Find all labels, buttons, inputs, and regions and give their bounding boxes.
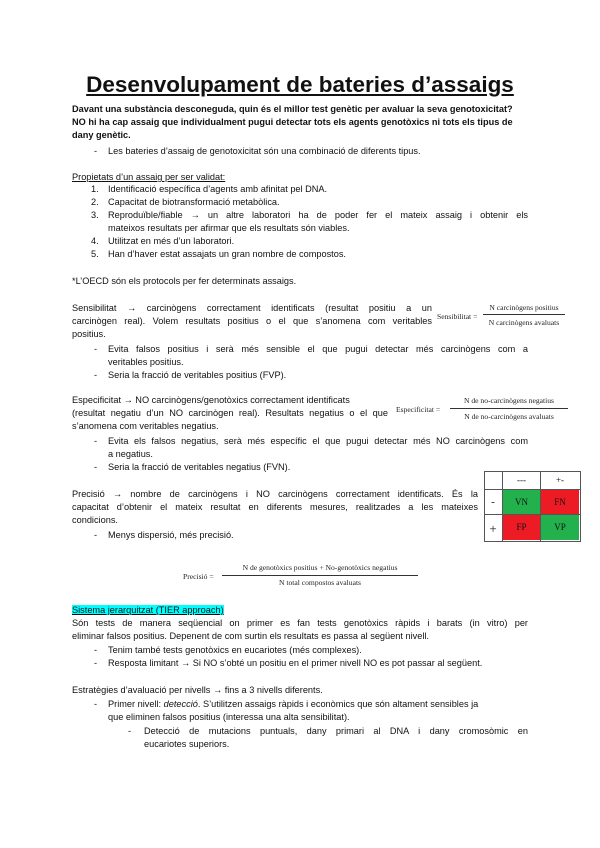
precision-line3: condicions. <box>72 515 118 525</box>
strategies-sub-bullet: Detecció de mutacions puntuals, dany primari al DNA i dany cromosòmic en <box>144 726 528 736</box>
matrix-cell-fp: FP <box>503 515 540 540</box>
page-title: Desenvolupament de bateries d’assaigs <box>86 72 514 97</box>
fraction-line <box>222 575 418 576</box>
bullet-dash: - <box>128 726 132 736</box>
sensitivity-formula-denominator: N carcinògens avaluats <box>488 318 560 327</box>
strategies-rest: . S’utilitzen assaigs ràpids i econòmics que són altament sensibles ja <box>197 699 479 709</box>
specificity-line3: s’anomena com veritables negatius. <box>72 421 219 431</box>
tier-bullet2: Resposta limitant → Si NO s’obté un positiu en el primer nivell NO es pot passar al següent. <box>108 658 483 668</box>
strategies-heading: Estratègies d’avaluació per nivells → fins a 3 nivells diferents. <box>72 685 323 695</box>
property-item: Han d’haver estat assajats un gran nombre de compostos. <box>108 249 346 259</box>
property-item: Reproduïble/fiable → un altre laboratori ha de poder fer el mateix assaig i obtenir els <box>108 210 528 220</box>
sensitivity-line3: positius. <box>72 329 106 339</box>
sensitivity-bullet1-continuation: veritables positius. <box>108 357 184 367</box>
strategies-bullet1 <box>108 698 478 710</box>
tier-heading-text: Sistema jerarquitzat (TIER approach) <box>72 605 224 615</box>
property-item-continuation: mateixos resultats per afirmar que els resultats són viables. <box>108 223 350 233</box>
bullet-dash: - <box>94 370 98 380</box>
precision-formula-denominator: N total compostos avaluats <box>278 578 362 587</box>
matrix-col-positive: +- <box>555 475 565 485</box>
property-number: 1. <box>91 184 99 194</box>
sensitivity-formula-label: Sensibilitat = <box>437 312 478 321</box>
intro-question: Davant una substància desconeguda, quin és el millor test genètic per avaluar la seva genotoxicitat? <box>72 104 513 114</box>
sensitivity-line2: carcinògen real). Volem resultats positius o el que s’anomena com veritables <box>72 316 432 326</box>
property-number: 5. <box>91 249 99 259</box>
specificity-bullet1-continuation: a negatius. <box>108 449 153 459</box>
specificity-formula-numerator: N de no-carcinògens negatius <box>463 396 555 405</box>
sensitivity-formula-numerator: N carcinògens positius <box>489 303 559 312</box>
bullet-dash: - <box>94 699 98 709</box>
matrix-cell-vn: VN <box>503 490 540 514</box>
matrix-cell-fn: FN <box>541 490 579 514</box>
precision-line2: capacitat d’obtenir el mateix resultat en diferents mesures, realitzades a les mateixes <box>72 502 478 512</box>
property-item: Identificació específica d’agents amb afinitat pel DNA. <box>108 184 328 194</box>
fraction-line <box>483 314 565 315</box>
confusion-matrix <box>484 471 580 541</box>
specificity-bullet2: Seria la fracció de veritables negatius (FVN). <box>108 462 291 472</box>
fraction-line <box>450 408 568 409</box>
strategies-emphasis: detecció <box>163 699 198 709</box>
precision-bullet1: Menys dispersió, més precisió. <box>108 530 234 540</box>
specificity-line1: Especificitat → NO carcinògens/genotòxics correctament identificats <box>72 395 350 405</box>
sensitivity-bullet1: Evita falsos positius i serà més sensible el que pugui detectar més carcinògens com a <box>108 344 528 354</box>
bullet-dash: - <box>94 658 98 668</box>
intro-bullet: Les bateries d’assaig de genotoxicitat són una combinació de diferents tipus. <box>108 146 421 156</box>
matrix-row-negative: - <box>491 496 495 508</box>
tier-line1: Són tests de manera seqüencial on primer es fan tests genotòxics ràpids i barats (in vitro) per <box>72 618 528 628</box>
property-item: Utilitzat en més d’un laboratori. <box>108 236 235 246</box>
bullet-dash: - <box>94 645 98 655</box>
matrix-col-negative: --- <box>517 475 526 485</box>
tier-heading <box>72 604 224 616</box>
strategies-bullet1-continuation: que eliminen falsos positius (interessa una alta sensibilitat). <box>108 712 350 722</box>
intro-answer-line1: NO hi ha cap assaig que individualment pugui detectar tots els agents genotòxics ni tots els tipus de <box>72 117 513 127</box>
bullet-dash: - <box>94 436 98 446</box>
properties-heading: Propietats d’un assaig per ser validat: <box>72 172 226 182</box>
bullet-dash: - <box>94 344 98 354</box>
property-number: 4. <box>91 236 99 246</box>
sensitivity-bullet2: Seria la fracció de veritables positius (FVP). <box>108 370 287 380</box>
bullet-dash: - <box>94 146 98 156</box>
bullet-dash: - <box>94 462 98 472</box>
specificity-formula-label: Especificitat = <box>396 405 441 414</box>
specificity-bullet1: Evita els falsos negatius, serà més específic el que pugui detectar més NO carcinògens com <box>108 436 528 446</box>
specificity-line2: (resultat negatiu d’un NO carcinògen real). Resultats negatius o el que <box>72 408 388 418</box>
bullet-dash: - <box>94 530 98 540</box>
precision-formula-label: Precisió = <box>183 572 214 581</box>
property-number: 2. <box>91 197 99 207</box>
tier-bullet1: Tenim també tests genotòxics en eucariotes (més complexes). <box>108 645 362 655</box>
specificity-formula-denominator: N de no-carcinògens avaluats <box>464 412 554 421</box>
tier-line2: eliminar falsos positius. Depenent de com surtin els resultats es passa al següent nivell. <box>72 631 429 641</box>
intro-answer-line2: dany genètic. <box>72 130 131 140</box>
property-number: 3. <box>91 210 99 220</box>
precision-line1: Precisió → nombre de carcinògens i NO carcinògens correctament identificats. És la <box>72 489 478 499</box>
sensitivity-line1: Sensibilitat → carcinògens correctament identificats (resultat positiu a un <box>72 303 432 313</box>
property-item: Capacitat de biotransformació metabòlica. <box>108 197 280 207</box>
precision-formula-numerator: N de genotòxics positius + No-genotòxics negatius <box>242 563 398 572</box>
matrix-cell-vp: VP <box>541 515 579 540</box>
oecd-note: *L’OECD són els protocols per fer determinats assaigs. <box>72 276 297 286</box>
strategies-sub-bullet-continuation: eucariotes superiors. <box>144 739 230 749</box>
matrix-row-positive: + <box>489 521 497 536</box>
strategies-prefix: Primer nivell: <box>108 699 164 709</box>
